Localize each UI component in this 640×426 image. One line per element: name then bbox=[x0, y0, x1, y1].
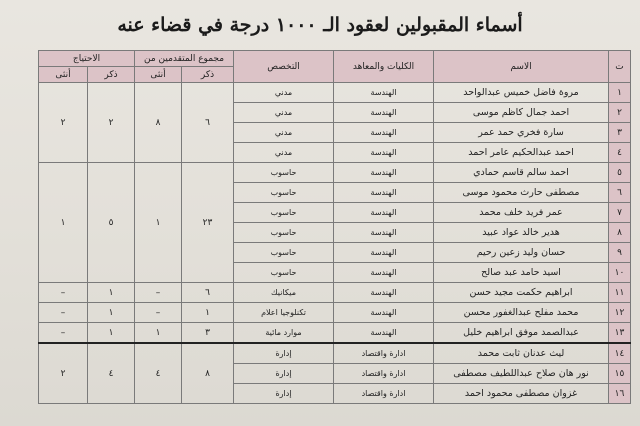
row-college: الهندسة bbox=[334, 243, 434, 263]
row-college: الهندسة bbox=[334, 83, 434, 103]
civil-app-male: ٦ bbox=[182, 83, 234, 163]
row-number: ١٦ bbox=[609, 384, 631, 404]
row-specialty: مدني bbox=[234, 103, 334, 123]
table-row bbox=[39, 303, 631, 323]
row-college: الهندسة bbox=[334, 163, 434, 183]
row-name: مروة فاضل خميس عبدالواحد bbox=[434, 83, 609, 103]
row-college: الهندسة bbox=[334, 263, 434, 283]
admin-res-female: ٢ bbox=[39, 343, 88, 404]
row-name: سارة فخري حمد عمر bbox=[434, 123, 609, 143]
row-number: ١ bbox=[609, 83, 631, 103]
row-specialty: تكنلوجيا اعلام bbox=[234, 303, 334, 323]
row-college: الهندسة bbox=[334, 203, 434, 223]
header-res-female: أنثى bbox=[39, 67, 88, 83]
row-name: نور هان صلاح عبداللطيف مصطفى bbox=[434, 364, 609, 384]
row-name: حسان وليد زعين رحيم bbox=[434, 243, 609, 263]
row-college: الهندسة bbox=[334, 143, 434, 163]
header-name: الاسم bbox=[434, 51, 609, 83]
header-row bbox=[39, 51, 631, 67]
table-row bbox=[39, 343, 631, 364]
row-number: ٨ bbox=[609, 223, 631, 243]
row-specialty: موارد مائية bbox=[234, 323, 334, 344]
row-specialty: مدني bbox=[234, 123, 334, 143]
header-college: الكليات والمعاهد bbox=[334, 51, 434, 83]
row-number: ٤ bbox=[609, 143, 631, 163]
row-college: الهندسة bbox=[334, 183, 434, 203]
it-app-female: – bbox=[135, 303, 182, 323]
row-specialty: حاسوب bbox=[234, 183, 334, 203]
row-number: ٧ bbox=[609, 203, 631, 223]
table-row bbox=[39, 163, 631, 183]
row-number: ٥ bbox=[609, 163, 631, 183]
admin-app-male: ٨ bbox=[182, 343, 234, 404]
row-specialty: حاسوب bbox=[234, 203, 334, 223]
row-name: هدير خالد عواد عبيد bbox=[434, 223, 609, 243]
row-number: ١١ bbox=[609, 283, 631, 303]
row-number: ٩ bbox=[609, 243, 631, 263]
row-number: ١٤ bbox=[609, 343, 631, 364]
header-reserve: الاحتياج bbox=[39, 51, 135, 67]
table-row bbox=[39, 83, 631, 103]
row-specialty: إدارة bbox=[234, 343, 334, 364]
row-name: عمر فريد خلف محمد bbox=[434, 203, 609, 223]
water-app-female: ١ bbox=[135, 323, 182, 344]
accepted-names-table bbox=[38, 50, 631, 404]
row-college: الهندسة bbox=[334, 103, 434, 123]
it-res-female: – bbox=[39, 303, 88, 323]
water-res-male: ١ bbox=[88, 323, 135, 344]
row-college: الهندسة bbox=[334, 223, 434, 243]
mech-app-male: ٦ bbox=[182, 283, 234, 303]
mech-app-female: – bbox=[135, 283, 182, 303]
it-res-male: ١ bbox=[88, 303, 135, 323]
row-college: الهندسة bbox=[334, 123, 434, 143]
row-name: احمد سالم قاسم حمادي bbox=[434, 163, 609, 183]
row-name: احمد جمال كاظم موسى bbox=[434, 103, 609, 123]
row-college: ادارة واقتصاد bbox=[334, 343, 434, 364]
admin-res-male: ٤ bbox=[88, 343, 135, 404]
page-title: أسماء المقبولين لعقود الـ ١٠٠٠ درجة في قضاء عنه bbox=[117, 14, 523, 36]
computer-res-male: ٥ bbox=[88, 163, 135, 283]
water-res-female: – bbox=[39, 323, 88, 344]
civil-res-female: ٢ bbox=[39, 83, 88, 163]
row-name: ابراهيم حكمت مجيد حسن bbox=[434, 283, 609, 303]
header-res-male: ذكر bbox=[88, 67, 135, 83]
row-college: الهندسة bbox=[334, 303, 434, 323]
computer-res-female: ١ bbox=[39, 163, 88, 283]
header-specialty: التخصص bbox=[234, 51, 334, 83]
row-name: احمد عبدالحكيم عامر احمد bbox=[434, 143, 609, 163]
header-num: ت bbox=[609, 51, 631, 83]
table-row bbox=[39, 323, 631, 344]
row-name: اسيد حامد عبد صالح bbox=[434, 263, 609, 283]
row-specialty: حاسوب bbox=[234, 243, 334, 263]
row-number: ١٥ bbox=[609, 364, 631, 384]
admin-app-female: ٤ bbox=[135, 343, 182, 404]
row-specialty: حاسوب bbox=[234, 263, 334, 283]
row-specialty: ميكانيك bbox=[234, 283, 334, 303]
water-app-male: ٣ bbox=[182, 323, 234, 344]
table-row bbox=[39, 283, 631, 303]
civil-app-female: ٨ bbox=[135, 83, 182, 163]
row-college: الهندسة bbox=[334, 323, 434, 344]
row-specialty: حاسوب bbox=[234, 163, 334, 183]
row-name: غزوان مصطفى محمود احمد bbox=[434, 384, 609, 404]
row-specialty: إدارة bbox=[234, 384, 334, 404]
row-number: ٣ bbox=[609, 123, 631, 143]
row-specialty: حاسوب bbox=[234, 223, 334, 243]
computer-app-male: ٢٣ bbox=[182, 163, 234, 283]
row-name: عبدالصمد موفق ابراهيم خليل bbox=[434, 323, 609, 344]
mech-res-female: – bbox=[39, 283, 88, 303]
row-specialty: مدني bbox=[234, 143, 334, 163]
row-name: مصطفى حارث محمود موسى bbox=[434, 183, 609, 203]
computer-app-female: ١ bbox=[135, 163, 182, 283]
header-applicants-total: مجموع المتقدمين من bbox=[135, 51, 234, 67]
row-college: ادارة واقتصاد bbox=[334, 364, 434, 384]
header-app-male: ذكر bbox=[182, 67, 234, 83]
row-number: ١٢ bbox=[609, 303, 631, 323]
mech-res-male: ١ bbox=[88, 283, 135, 303]
row-name: ليث عدنان ثابت محمد bbox=[434, 343, 609, 364]
row-college: ادارة واقتصاد bbox=[334, 384, 434, 404]
row-number: ٦ bbox=[609, 183, 631, 203]
row-number: ١٣ bbox=[609, 323, 631, 344]
row-name: محمد مفلح عبدالغفور محسن bbox=[434, 303, 609, 323]
civil-res-male: ٢ bbox=[88, 83, 135, 163]
it-app-male: ١ bbox=[182, 303, 234, 323]
header-app-female: أنثى bbox=[135, 67, 182, 83]
row-specialty: إدارة bbox=[234, 364, 334, 384]
row-number: ٢ bbox=[609, 103, 631, 123]
row-specialty: مدني bbox=[234, 83, 334, 103]
row-number: ١٠ bbox=[609, 263, 631, 283]
row-college: الهندسة bbox=[334, 283, 434, 303]
